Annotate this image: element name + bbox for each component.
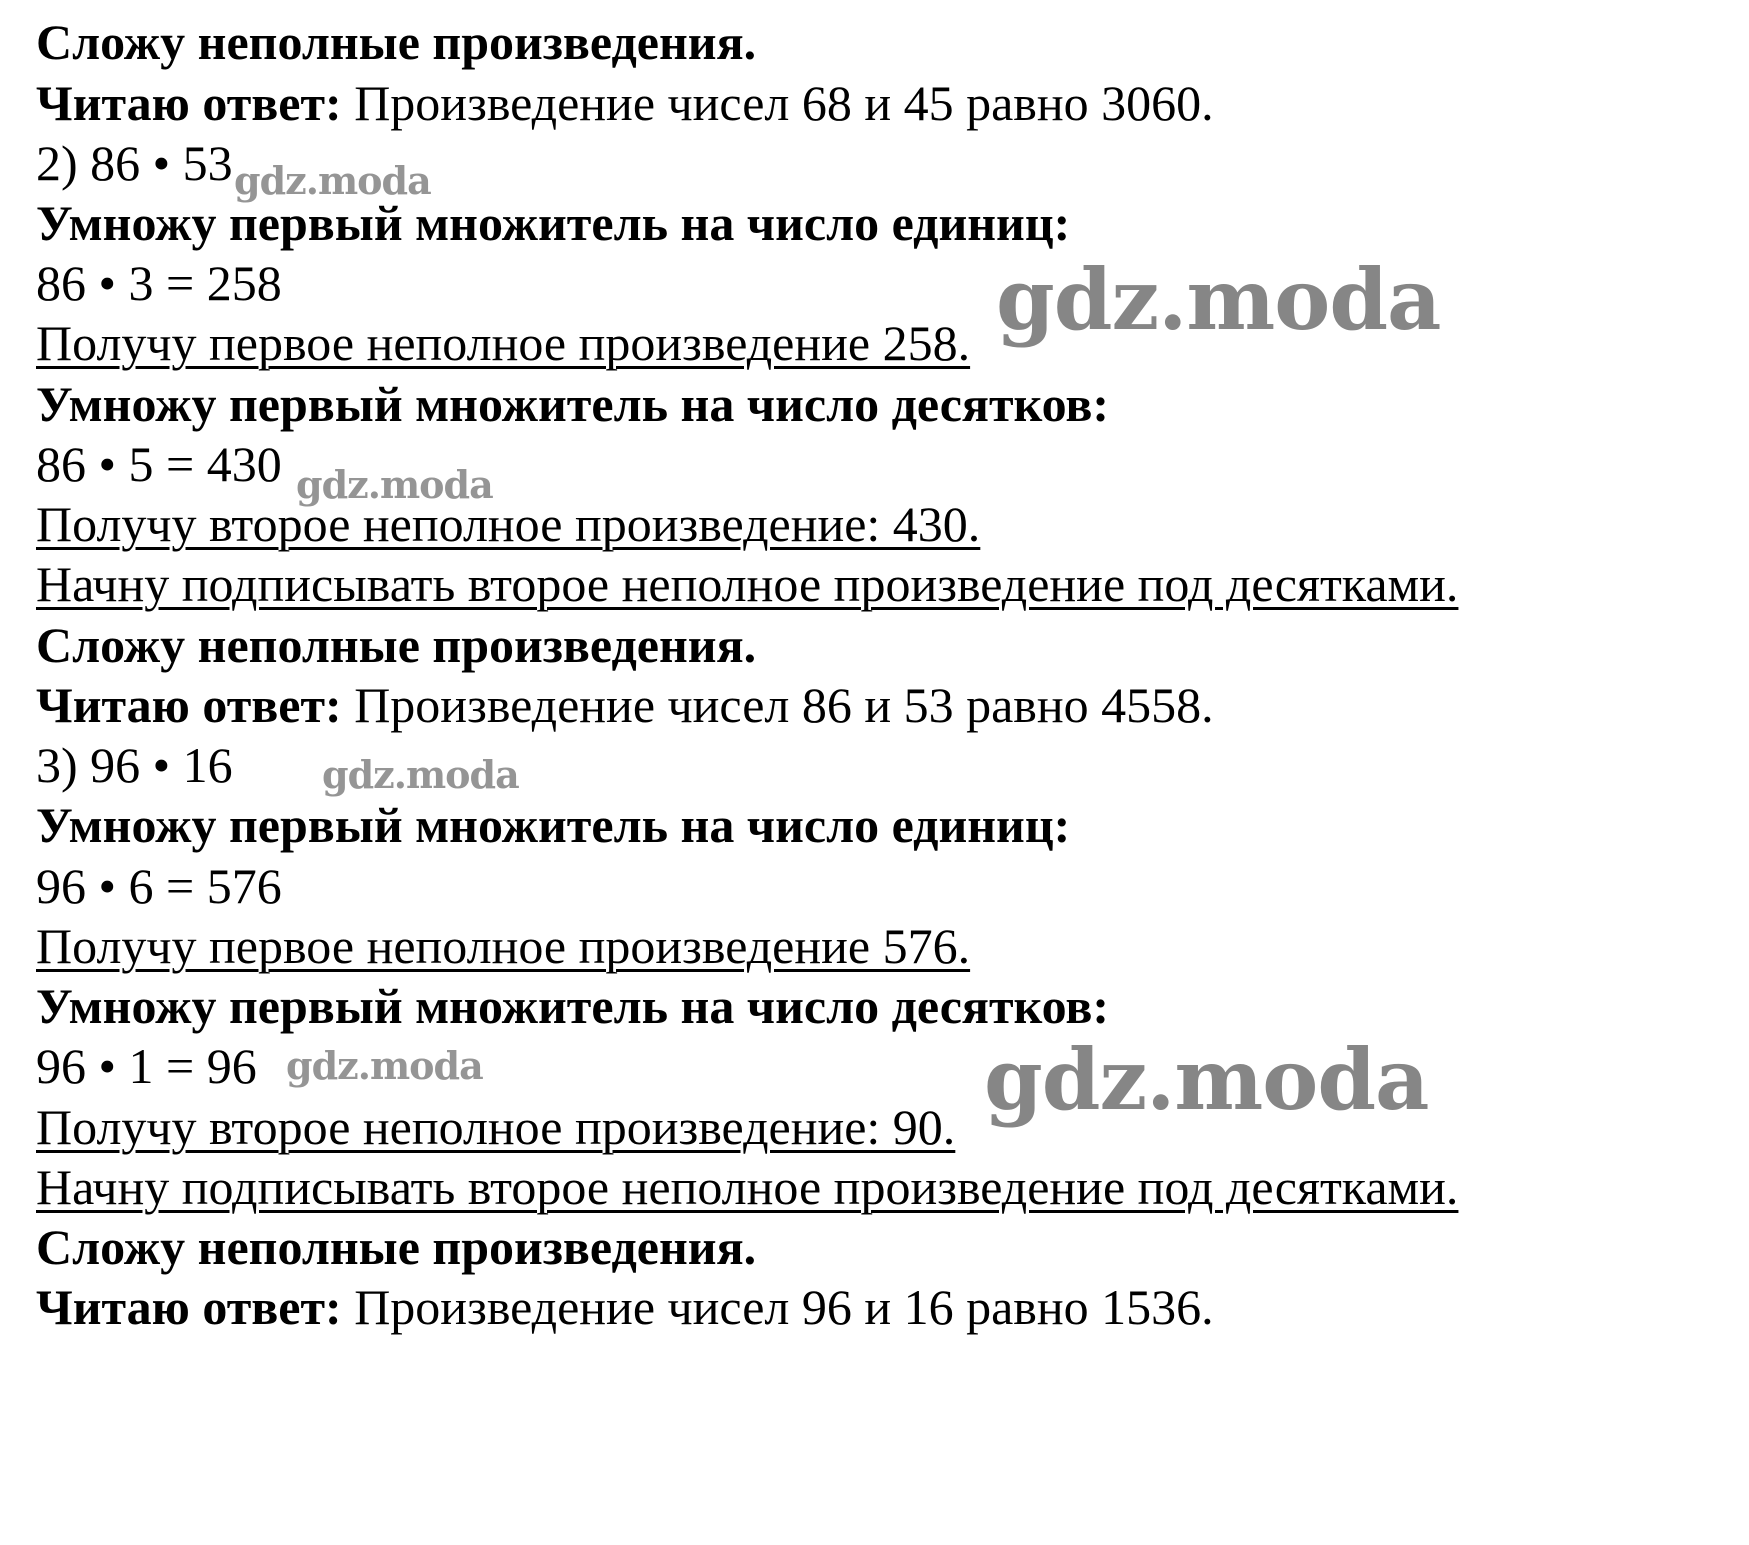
task-number: 2) 86 • 53 [36,135,233,191]
step-heading: Умножу первый множитель на число единиц: [36,195,1071,251]
watermark: gdz.moda [984,1030,1429,1129]
calculation-line: 86 • 3 = 258 [36,255,282,311]
calculation-line: 96 • 6 = 576 [36,858,282,914]
instruction-line: Начну подписывать второе неполное произведение под десятками. [36,1159,1459,1215]
section-heading: Сложу неполные произведения. [36,1219,757,1275]
result-line: Получу первое неполное произведение 258. [36,315,971,371]
step-heading: Умножу первый множитель на число десятков: [36,978,1110,1034]
step-heading: Умножу первый множитель на число десятков: [36,376,1110,432]
step-heading: Умножу первый множитель на число единиц: [36,797,1071,853]
calculation-line: 86 • 5 = 430 [36,436,282,492]
result-line: Получу второе неполное произведение: 90. [36,1099,956,1155]
watermark: gdz.moda [296,462,493,507]
section-heading: Сложу неполные произведения. [36,617,757,673]
watermark: gdz.moda [234,158,431,203]
answer-line: Читаю ответ: Произведение чисел 96 и 16 равно 1536. [36,1279,1214,1335]
answer-line: Читаю ответ: Произведение чисел 68 и 45 равно 3060. [36,75,1214,131]
calculation-line: 96 • 1 = 96 [36,1038,257,1094]
task-number: 3) 96 • 16 [36,737,233,793]
result-line: Получу первое неполное произведение 576. [36,918,971,974]
watermark: gdz.moda [322,752,519,797]
instruction-line: Начну подписывать второе неполное произведение под десятками. [36,556,1459,612]
answer-line: Читаю ответ: Произведение чисел 86 и 53 равно 4558. [36,677,1214,733]
section-heading: Сложу неполные произведения. [36,14,757,70]
watermark: gdz.moda [996,250,1441,349]
watermark: gdz.moda [286,1043,483,1088]
result-line: Получу второе неполное произведение: 430. [36,496,981,552]
